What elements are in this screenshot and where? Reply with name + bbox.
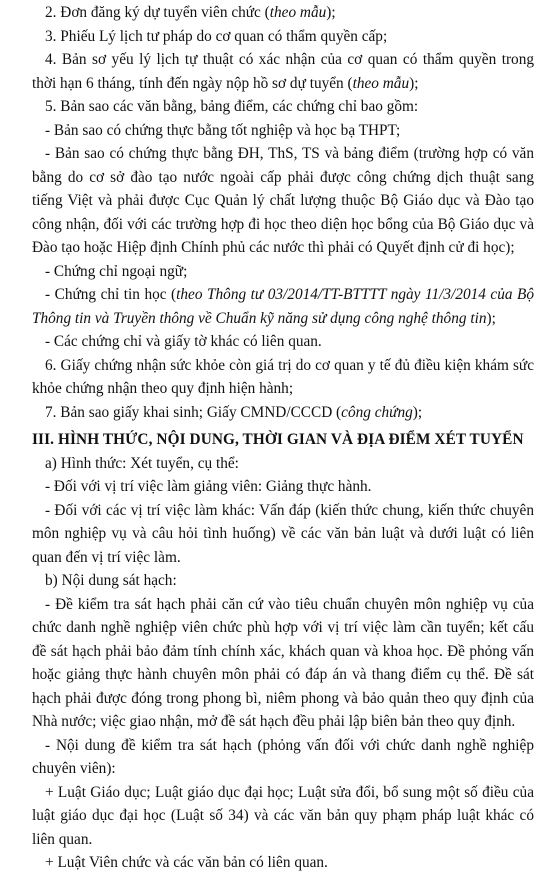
sub-item-other-papers: - Các chứng chỉ và giấy tờ khác có liên quan.: [45, 333, 322, 350]
text: - Chứng chỉ tin học (: [45, 286, 177, 303]
sub-item-high-school: - Bản sao có chứng thực bằng tốt nghiệp và học bạ THPT;: [45, 121, 401, 139]
exam-content: - Nội dung đề kiểm tra sát hạch (phỏng vấn đối với chức danh nghề nghiệp chuyên viên):: [32, 736, 534, 777]
law-item-public-employees: + Luật Viên chức và các văn bản có liên quan.: [45, 854, 328, 871]
text: );: [486, 309, 496, 327]
italic-text: theo mẫu: [352, 74, 410, 92]
item-4-curriculum-vitae: [32, 48, 534, 95]
sub-item-foreign-language: - Chứng chỉ ngoại ngữ;: [45, 262, 188, 280]
sub-item-university-degrees: - Bản sao có chứng thực bằng ĐH, ThS, TS và bảng điểm (trường hợp có văn bằng do cơ sở đào tạo nước ngoài cấp phải được công chứng dịch thuật sang tiếng Việt và phải được Cục Quản lý chất lượng thuộc Bộ Giáo dục và Đào tạo công nhận, đối với các trường hợp đi học theo diện học bổng của Bộ Giáo dục và Đào tạo hoặc Hiệp định Chính phủ các nước thì phải có Quyết định cử đi học);: [32, 145, 534, 256]
item-2-registration-form: [32, 1, 534, 25]
form-of-selection: a) Hình thức: Xét tuyển, cụ thể:: [45, 454, 239, 472]
exam-content-heading: b) Nội dung sát hạch:: [45, 572, 177, 589]
item-3-judicial-record: 3. Phiếu Lý lịch tư pháp do cơ quan có thẩm quyền cấp;: [45, 27, 388, 45]
text: 4. Bản sơ yếu lý lịch tự thuật có xác nhận của cơ quan có thẩm quyền trong thời hạn 6 tháng, tính đến ngày nộp hồ sơ dự tuyển (: [32, 51, 534, 92]
item-5-diplomas: 5. Bản sao các văn bằng, bảng điểm, các chứng chỉ bao gồm:: [45, 98, 419, 115]
text: 7. Bản sao giấy khai sinh; Giấy CMND/CCCD (: [45, 403, 342, 421]
sub-item-it-certificate: [32, 283, 534, 330]
lecturer-position: - Đối với vị trí việc làm giảng viên: Giảng thực hành.: [45, 478, 372, 495]
text: );: [326, 4, 336, 21]
text: );: [412, 403, 423, 421]
text: );: [409, 74, 419, 92]
item-6-health-certificate: 6. Giấy chứng nhận sức khỏe còn giá trị do cơ quan y tế đủ điều kiện khám sức khỏe chứng nhận theo quy định hiện hành;: [32, 356, 534, 397]
text: 2. Đơn đăng ký dự tuyển viên chức (: [45, 4, 270, 21]
other-positions: - Đối với các vị trí việc làm khác: Vấn đáp (kiến thức chung, kiến thức chuyên môn nghiệp vụ và câu hỏi tình huống) về các văn bản luật và dưới luật có liên quan đến vị trí việc làm.: [32, 501, 534, 566]
section-heading: III. HÌNH THỨC, NỘI DUNG, THỜI GIAN VÀ ĐỊA ĐIỂM XÉT TUYỂN: [32, 431, 524, 448]
italic-text: theo Thông tư 03/2014/TT-BTTTT ngày 11/3/2014 của Bộ Thông tin và Truyền thông về Chuẩn kỹ năng sử dụng công nghệ thông tin: [32, 286, 535, 327]
item-7-birth-certificate: [32, 401, 534, 425]
law-item-education: + Luật Giáo dục; Luật giáo dục đại học; Luật sửa đổi, bổ sung một số điều của luật giáo dục đại học (Luật số 34) và các văn bản quy phạm pháp luật khác có liên quan.: [32, 783, 534, 848]
italic-text: công chứng: [341, 403, 413, 421]
exam-requirements: - Đề kiểm tra sát hạch phải căn cứ vào tiêu chuẩn chuyên môn nghiệp vụ của chức danh nghề nghiệp viên chức phù hợp với vị trí việc làm cần tuyển; kết cấu đề sát hạch phải bảo đảm tính chính xác, khách quan và khoa học. Đề phỏng vấn hoặc giảng thực hành chuyên môn phải có đáp án và thang điểm cụ thể. Đề sát hạch phải được đóng trong phong bì, niêm phong và bảo quản theo quy định của Nhà nước; việc giao nhận, mở đề sát hạch đều phải lập biên bản theo quy định.: [32, 595, 534, 730]
italic-text: theo mẫu: [269, 4, 327, 21]
